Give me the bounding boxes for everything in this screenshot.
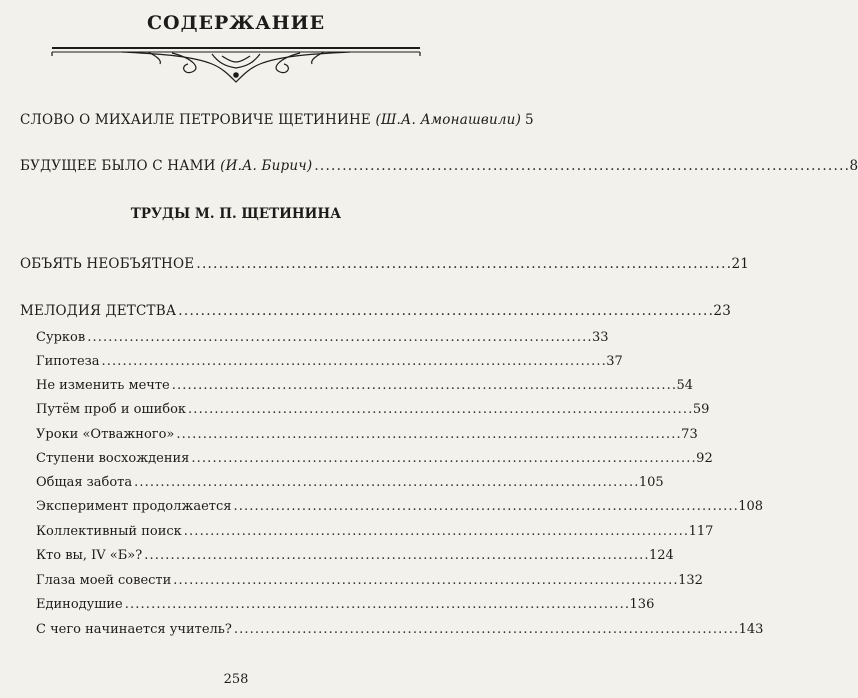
toc-entry-label: Путём проб и ошибок bbox=[36, 402, 187, 417]
toc-entry-page: 59 bbox=[692, 402, 710, 417]
toc-entry-label: Глаза моей совести bbox=[36, 573, 172, 588]
toc-entry-label: С чего начинается учитель? bbox=[36, 622, 232, 637]
toc-entry-label: МЕЛОДИЯ ДЕТСТВА bbox=[20, 303, 177, 319]
toc-subitem bbox=[36, 354, 623, 369]
toc-entry-label: Сурков bbox=[36, 330, 86, 345]
toc-subitem bbox=[36, 402, 710, 417]
toc-entry-page: 8 bbox=[849, 158, 858, 174]
toc-entry-page: 143 bbox=[738, 622, 764, 637]
toc-entry-label: Гипотеза bbox=[36, 354, 100, 369]
leader-dots bbox=[172, 378, 675, 393]
toc-subitem bbox=[36, 427, 698, 442]
toc-subitem bbox=[36, 475, 664, 490]
toc-subitem bbox=[36, 378, 694, 393]
toc-entry-intro-1 bbox=[20, 112, 534, 128]
toc-entry-page: 33 bbox=[591, 330, 609, 345]
toc-part-2 bbox=[20, 303, 732, 319]
leader-dots bbox=[184, 524, 687, 539]
toc-entry-label: Кто вы, IV «Б»? bbox=[36, 548, 143, 563]
toc-entry-label: БУДУЩЕЕ БЫЛО С НАМИ bbox=[20, 158, 221, 174]
page-title: СОДЕРЖАНИЕ bbox=[146, 12, 326, 34]
toc-entry-label: Коллективный поиск bbox=[36, 524, 182, 539]
toc-entry-page: 105 bbox=[638, 475, 664, 490]
leader-dots bbox=[188, 402, 691, 417]
leader-dots bbox=[196, 256, 729, 272]
ornament-divider-icon bbox=[52, 42, 420, 86]
toc-subitem bbox=[36, 499, 764, 514]
toc-subitem bbox=[36, 330, 609, 345]
toc-entry-page: 73 bbox=[681, 427, 698, 442]
toc-entry-page: 54 bbox=[676, 378, 694, 393]
toc-entry-page: 136 bbox=[629, 597, 655, 612]
page-number: 258 bbox=[223, 672, 249, 687]
leader-dots bbox=[178, 303, 711, 319]
toc-entry-author: (Ш.А. Амонашвили) bbox=[375, 112, 522, 128]
leader-dots bbox=[173, 573, 676, 588]
leader-dots bbox=[102, 354, 605, 369]
toc-entry-page: 21 bbox=[731, 256, 750, 272]
toc-part-1 bbox=[20, 256, 750, 272]
toc-entry-label: СЛОВО О МИХАИЛЕ ПЕТРОВИЧЕ ЩЕТИНИНЕ bbox=[20, 112, 376, 128]
toc-entry-label: Не изменить мечте bbox=[36, 378, 170, 393]
toc-entry-page: 132 bbox=[678, 573, 703, 588]
toc-subitem bbox=[36, 524, 714, 539]
leader-dots bbox=[176, 427, 679, 442]
leader-dots bbox=[87, 330, 590, 345]
leader-dots bbox=[234, 622, 737, 637]
toc-entry-label: ОБЪЯТЬ НЕОБЪЯТНОЕ bbox=[20, 256, 195, 272]
leader-dots bbox=[191, 451, 694, 466]
toc-subitem bbox=[36, 548, 674, 563]
toc-entry-page: 124 bbox=[649, 548, 674, 563]
leader-dots bbox=[134, 475, 637, 490]
leader-dots bbox=[125, 597, 628, 612]
toc-subitem bbox=[36, 622, 764, 637]
toc-entry-author: (И.А. Бирич) bbox=[220, 158, 313, 174]
leader-dots bbox=[144, 548, 647, 563]
toc-subitem bbox=[36, 451, 713, 466]
toc-subitem bbox=[36, 573, 703, 588]
toc-entry-page: 92 bbox=[696, 451, 713, 466]
toc-entry-label: Общая забота bbox=[36, 475, 133, 490]
section-heading: ТРУДЫ М. П. ЩЕТИНИНА bbox=[130, 206, 342, 222]
toc-entry-label: Единодушие bbox=[36, 597, 123, 612]
toc-entry-page: 108 bbox=[738, 499, 764, 514]
toc-entry-intro-2 bbox=[20, 158, 858, 174]
toc-entry-label: Ступени восхождения bbox=[36, 451, 190, 466]
toc-entry-label: Эксперимент продолжается bbox=[36, 499, 232, 514]
toc-entry-page: 37 bbox=[606, 354, 623, 369]
toc-entry-page: 5 bbox=[525, 112, 534, 128]
toc-subitem bbox=[36, 597, 655, 612]
toc-entry-page: 23 bbox=[713, 303, 732, 319]
leader-dots bbox=[314, 158, 847, 174]
toc-entry-label: Уроки «Отважного» bbox=[36, 427, 175, 442]
leader-dots bbox=[233, 499, 736, 514]
toc-entry-page: 117 bbox=[688, 524, 714, 539]
